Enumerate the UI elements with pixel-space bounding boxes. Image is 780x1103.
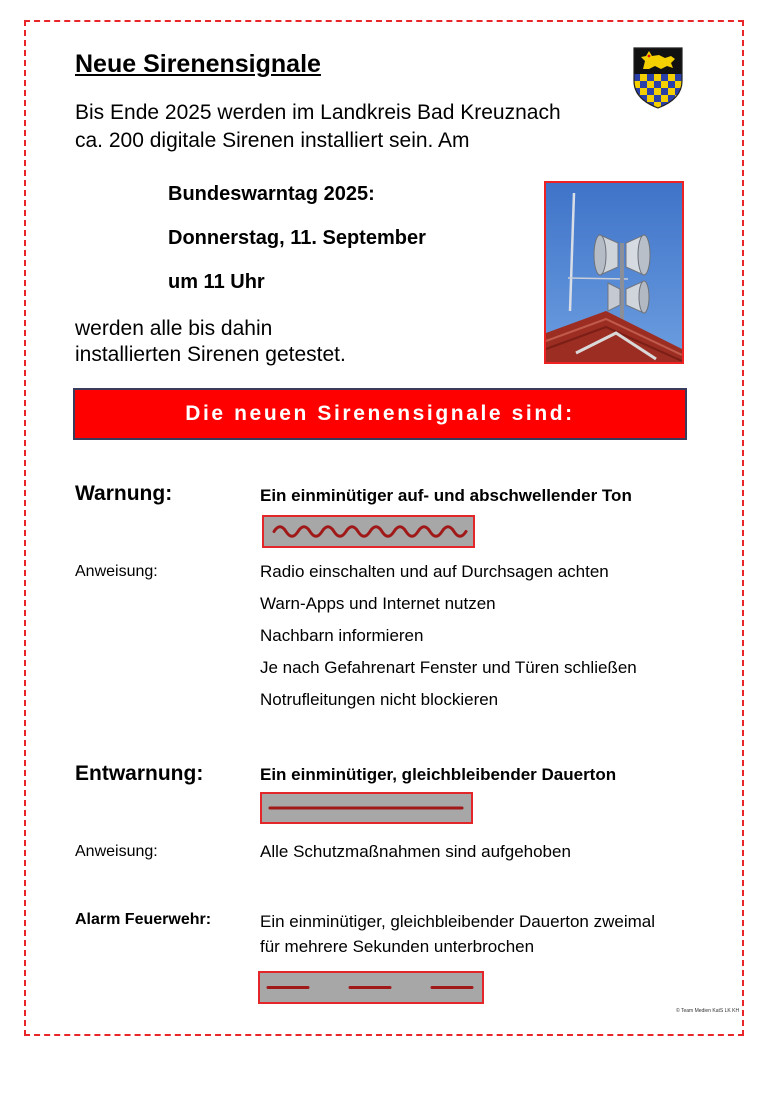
feuerwehr-description-line-1: Ein einminütiger, gleichbleibender Dauerton zweimal — [260, 912, 656, 931]
feuerwehr-description — [260, 909, 655, 959]
instruction-item: Warn-Apps und Internet nutzen — [260, 594, 496, 613]
entwarnung-description: Ein einminütiger, gleichbleibender Dauerton — [260, 765, 617, 784]
copyright-note: © Team Medien KatS LK KH — [676, 1008, 740, 1014]
warnung-instruction-label: Anweisung: — [75, 563, 158, 580]
event-time: um 11 Uhr — [168, 271, 265, 293]
instruction-item: Je nach Gefahrenart Fenster und Türen schließen — [260, 658, 637, 677]
signals-banner: Die neuen Sirenensignale sind: — [73, 388, 687, 440]
event-name: Bundeswarntag 2025: — [168, 183, 375, 205]
warnung-label: Warnung: — [75, 482, 173, 505]
outro-line-2: installierten Sirenen getestet. — [75, 343, 346, 366]
intro-line-2: ca. 200 digitale Sirenen installiert sein. Am — [75, 129, 470, 152]
warnung-instruction-list — [260, 556, 637, 716]
feuerwehr-description-line-2: für mehrere Sekunden unterbrochen — [260, 937, 535, 956]
entwarnung-signal-graphic — [260, 792, 473, 824]
entwarnung-instruction: Alle Schutzmaßnahmen sind aufgehoben — [260, 842, 571, 861]
feuerwehr-label: Alarm Feuerwehr: — [75, 911, 212, 928]
coat-of-arms-icon — [633, 47, 683, 109]
page-title: Neue Sirenensignale — [75, 50, 321, 78]
intro-line-1: Bis Ende 2025 werden im Landkreis Bad Kreuznach — [75, 101, 561, 124]
intro-text — [75, 99, 635, 155]
outro-line-1: werden alle bis dahin — [75, 317, 273, 340]
outro-text — [75, 316, 346, 368]
siren-photo — [544, 181, 684, 364]
warnung-description: Ein einminütiger auf- und abschwellender Ton — [260, 486, 632, 505]
event-date: Donnerstag, 11. September — [168, 227, 426, 249]
feuerwehr-signal-graphic — [258, 971, 484, 1004]
instruction-item: Nachbarn informieren — [260, 626, 424, 645]
entwarnung-instruction-label: Anweisung: — [75, 843, 158, 860]
instruction-item: Notrufleitungen nicht blockieren — [260, 690, 499, 709]
warnung-signal-graphic — [262, 515, 475, 548]
entwarnung-label: Entwarnung: — [75, 762, 204, 785]
instruction-item: Radio einschalten und auf Durchsagen achten — [260, 562, 609, 581]
